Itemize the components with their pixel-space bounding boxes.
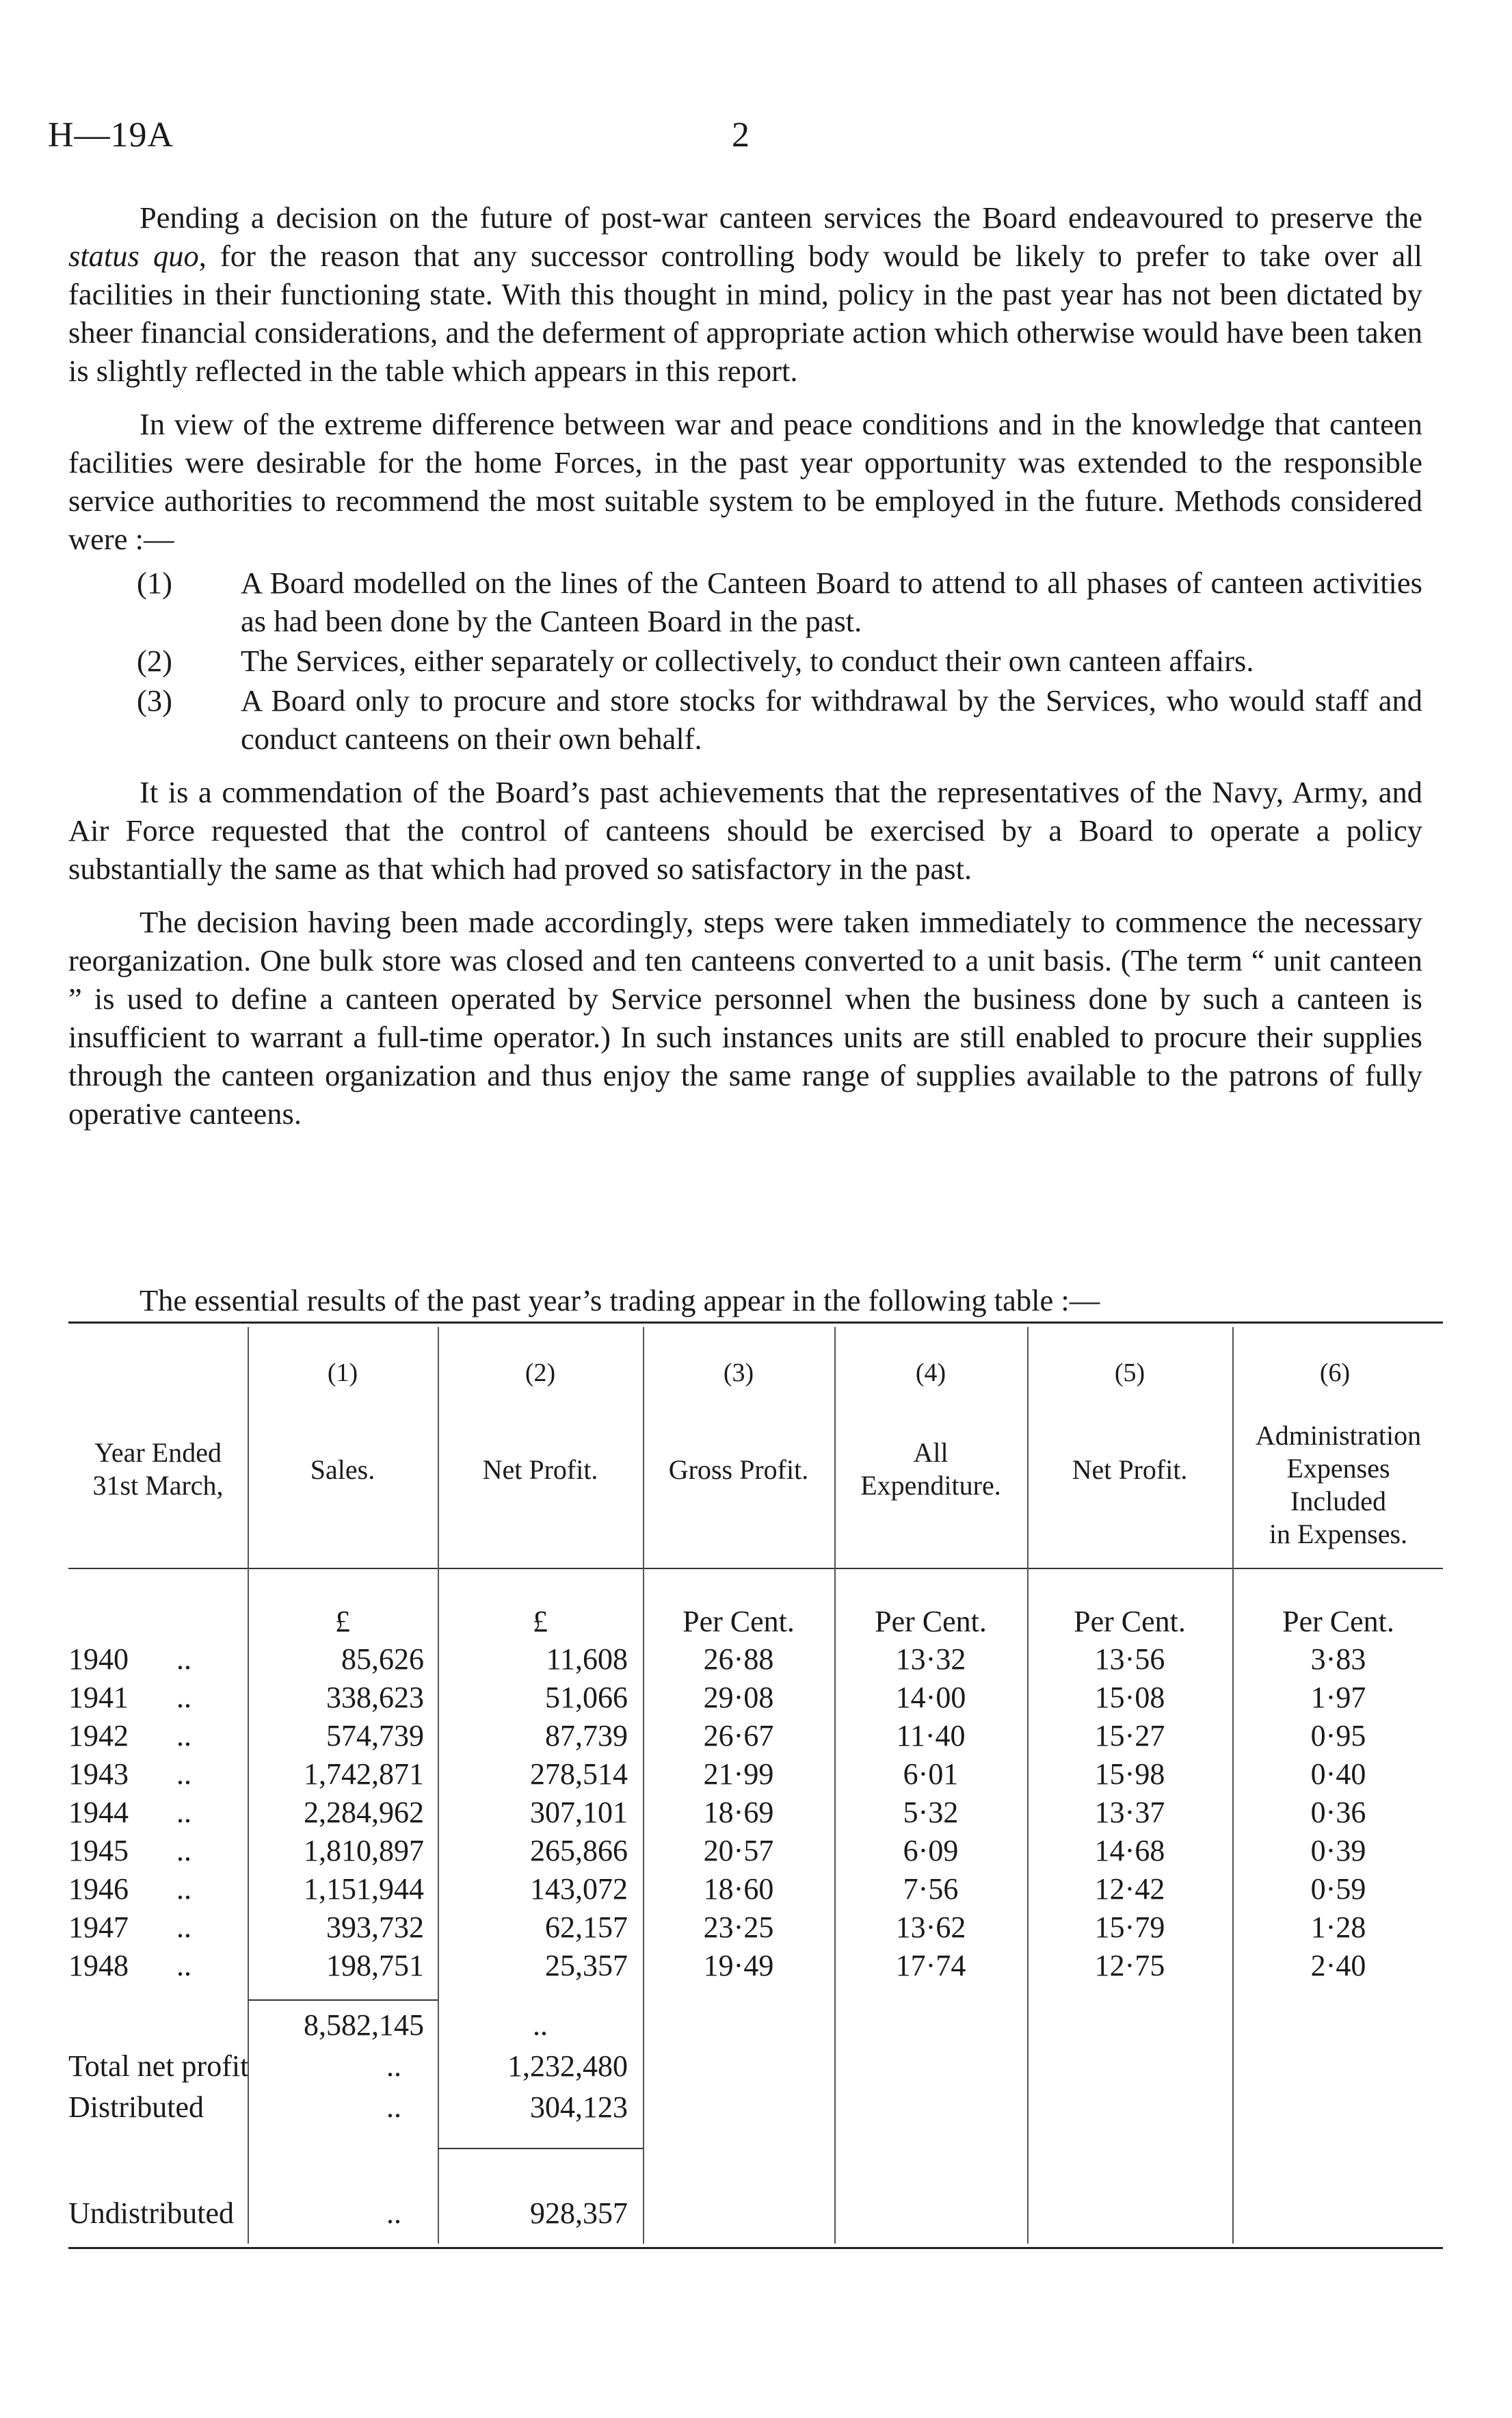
column-number: (3)	[723, 1358, 754, 1387]
undistributed-value: 928,357	[530, 2196, 628, 2230]
paragraph-status-quo: Pending a decision on the future of post-war canteen services the Board endeavoured to preserve the status quo, for the reason that any successor controlling body would be likely to prefer to take over all facilities in their functioning state. With this thought in mind, policy in the past year has not been dictated by sheer financial considerations, and the deferment of appropriate action which otherwise would have been taken is slightly reflected in the table which appears in this report.	[68, 200, 1422, 388]
cell-gross: 21·99	[703, 1757, 774, 1791]
cell-sales: 85,626	[341, 1642, 424, 1676]
cell-admin: 0·59	[1310, 1872, 1366, 1906]
cell-year: 1947	[68, 1910, 129, 1944]
cell-admin: 3·83	[1310, 1642, 1366, 1676]
cell-sales: 574,739	[326, 1719, 424, 1752]
table-top-rule	[68, 1322, 1443, 1324]
distributed-value: 304,123	[530, 2090, 628, 2124]
table-header-rule	[68, 1568, 1443, 1569]
document-id: H—19A	[48, 116, 174, 155]
header-admin-expenses: Administration Expenses Included in Expenses.	[1255, 1420, 1422, 1549]
cell-gross: 20·57	[703, 1834, 774, 1867]
cell-net-profit: 87,739	[545, 1719, 628, 1752]
cell-net-profit: 278,514	[530, 1757, 628, 1791]
header-all-expenditure: All Expenditure.	[860, 1437, 1001, 1501]
cell-dots: ..	[176, 1719, 191, 1752]
cell-expenditure: 6·09	[903, 1834, 959, 1867]
cell-dots: ..	[176, 1796, 191, 1829]
cell-sales: 198,751	[326, 1949, 424, 1982]
cell-gross: 26·88	[703, 1642, 774, 1676]
unit-label: Per Cent.	[1074, 1605, 1186, 1638]
cell-net-pct: 12·42	[1094, 1872, 1165, 1906]
total-net-profit-value: 1,232,480	[507, 2049, 628, 2083]
cell-net-profit: 51,066	[545, 1681, 628, 1714]
column-number: (6)	[1319, 1358, 1351, 1387]
cell-expenditure: 14·00	[895, 1681, 966, 1714]
cell-year: 1948	[68, 1949, 129, 1982]
cell-sales: 1,742,871	[304, 1757, 424, 1791]
cell-sales: 393,732	[326, 1910, 424, 1944]
undistributed-label: Undistributed	[68, 2196, 234, 2230]
cell-admin: 1·28	[1310, 1910, 1366, 1944]
table-bottom-rule	[68, 2247, 1443, 2249]
column-number: (4)	[915, 1358, 946, 1387]
method-item: (1) A Board modelled on the lines of the Canteen Board to attend to all phases of canteen activities as had been done by the Canteen Board in the past.	[137, 566, 1422, 638]
sales-total-rule	[248, 1999, 438, 2001]
method-item: (3) A Board only to procure and store stocks for withdrawal by the Services, who would staff and conduct canteens on their own behalf.	[137, 683, 1422, 756]
cell-admin: 2·40	[1310, 1949, 1366, 1982]
cell-expenditure: 13·62	[895, 1910, 966, 1944]
unit-label: Per Cent.	[682, 1605, 795, 1638]
cell-admin: 0·95	[1310, 1719, 1366, 1752]
unit-label: £	[533, 1605, 548, 1638]
column-number: (5)	[1114, 1358, 1145, 1387]
cell-net-pct: 13·37	[1094, 1796, 1165, 1829]
header-year: Year Ended 31st March,	[92, 1437, 224, 1501]
cell-net-profit: 62,157	[545, 1910, 628, 1944]
cell-dots: ..	[176, 1834, 191, 1867]
paragraph-decision: The decision having been made accordingly, steps were taken immediately to commence the necessary reorganization. One bulk store was closed and ten canteens converted to a unit basis. (The term “ unit canteen ” is used to define a canteen operated by Service personnel when the business done by such a canteen is insufficient to warrant a full-time operator.) In such instances units are still enabled to procure their supplies through the canteen organization and thus enjoy the same range of supplies available to the patrons of fully operative canteens.	[68, 905, 1422, 1131]
cell-expenditure: 11·40	[896, 1719, 966, 1752]
cell-net-profit: 143,072	[530, 1872, 628, 1906]
cell-net-profit: 307,101	[530, 1796, 628, 1829]
cell-year: 1942	[68, 1719, 129, 1752]
table-intro: The essential results of the past year’s trading appear in the following table :—	[140, 1283, 1100, 1317]
sales-total: 8,582,145	[304, 2008, 424, 2042]
cell-net-pct: 13·56	[1094, 1642, 1165, 1676]
cell-year: 1944	[68, 1796, 129, 1829]
cell-gross: 29·08	[703, 1681, 774, 1714]
method-item: (2) The Services, either separately or collectively, to conduct their own canteen affairs.	[137, 644, 1254, 678]
distributed-dots: ..	[386, 2090, 401, 2124]
unit-label: £	[335, 1605, 350, 1638]
cell-gross: 23·25	[703, 1910, 774, 1944]
paragraph-view: In view of the extreme difference between war and peace conditions and in the knowledge that canteen facilities were desirable for the home Forces, in the past year opportunity was extended to the responsible service authorities to recommend the most suitable system to be employed in the future. Methods considered were :—	[68, 407, 1422, 556]
cell-net-profit: 25,357	[545, 1949, 628, 1982]
cell-year: 1946	[68, 1872, 129, 1906]
cell-expenditure: 7·56	[903, 1872, 959, 1906]
net-profit-total-dots: ..	[533, 2008, 548, 2042]
cell-gross: 18·60	[703, 1872, 774, 1906]
total-net-profit-dots: ..	[386, 2049, 401, 2083]
cell-year: 1945	[68, 1834, 129, 1867]
cell-dots: ..	[176, 1642, 191, 1676]
column-number: (2)	[525, 1358, 556, 1387]
cell-expenditure: 6·01	[903, 1757, 959, 1791]
cell-dots: ..	[176, 1872, 191, 1906]
page-header	[48, 115, 1443, 163]
cell-net-pct: 15·98	[1094, 1757, 1165, 1791]
methods-list	[68, 564, 1422, 758]
cell-sales: 1,810,897	[304, 1834, 424, 1867]
unit-label: Per Cent.	[875, 1605, 987, 1638]
cell-net-profit: 265,866	[530, 1834, 628, 1867]
cell-dots: ..	[176, 1681, 191, 1714]
cell-year: 1941	[68, 1681, 129, 1714]
undistributed-dots: ..	[386, 2196, 401, 2230]
cell-expenditure: 5·32	[903, 1796, 959, 1829]
cell-net-pct: 15·27	[1094, 1719, 1165, 1752]
cell-admin: 0·39	[1310, 1834, 1366, 1867]
header-sales: Sales.	[310, 1454, 375, 1485]
cell-year: 1943	[68, 1757, 129, 1791]
cell-net-profit: 11,608	[546, 1642, 628, 1676]
cell-sales: 2,284,962	[304, 1796, 424, 1829]
cell-gross: 19·49	[703, 1949, 774, 1982]
cell-dots: ..	[176, 1949, 191, 1982]
header-net-profit-pct: Net Profit.	[1072, 1454, 1188, 1485]
cell-admin: 0·36	[1310, 1796, 1366, 1829]
cell-net-pct: 15·08	[1094, 1681, 1165, 1714]
cell-dots: ..	[176, 1757, 191, 1791]
cell-expenditure: 13·32	[895, 1642, 966, 1676]
unit-label: Per Cent.	[1282, 1605, 1394, 1638]
cell-admin: 1·97	[1310, 1681, 1366, 1714]
cell-sales: 338,623	[326, 1681, 424, 1714]
undistributed-rule	[438, 2148, 643, 2149]
cell-admin: 0·40	[1310, 1757, 1366, 1791]
cell-dots: ..	[176, 1910, 191, 1944]
cell-sales: 1,151,944	[304, 1872, 424, 1906]
cell-gross: 18·69	[703, 1796, 774, 1829]
distributed-label: Distributed	[68, 2090, 204, 2124]
cell-net-pct: 14·68	[1094, 1834, 1165, 1867]
header-net-profit: Net Profit.	[482, 1454, 598, 1485]
column-number: (1)	[327, 1358, 358, 1387]
cell-gross: 26·67	[703, 1719, 774, 1752]
cell-year: 1940	[68, 1642, 129, 1676]
cell-net-pct: 15·79	[1094, 1910, 1165, 1944]
total-net-profit-label: Total net profit	[68, 2049, 249, 2083]
cell-net-pct: 12·75	[1094, 1949, 1165, 1982]
cell-expenditure: 17·74	[895, 1949, 966, 1982]
paragraph-commendation: It is a commendation of the Board’s past achievements that the representatives of the Navy, Army, and Air Force requested that the control of canteens should be exercised by a Board to operate a policy substantially the same as that which had proved so satisfactory in the past.	[68, 775, 1422, 886]
body-text	[68, 198, 1422, 1133]
page-number: 2	[732, 116, 750, 155]
header-gross-profit: Gross Profit.	[668, 1454, 809, 1485]
